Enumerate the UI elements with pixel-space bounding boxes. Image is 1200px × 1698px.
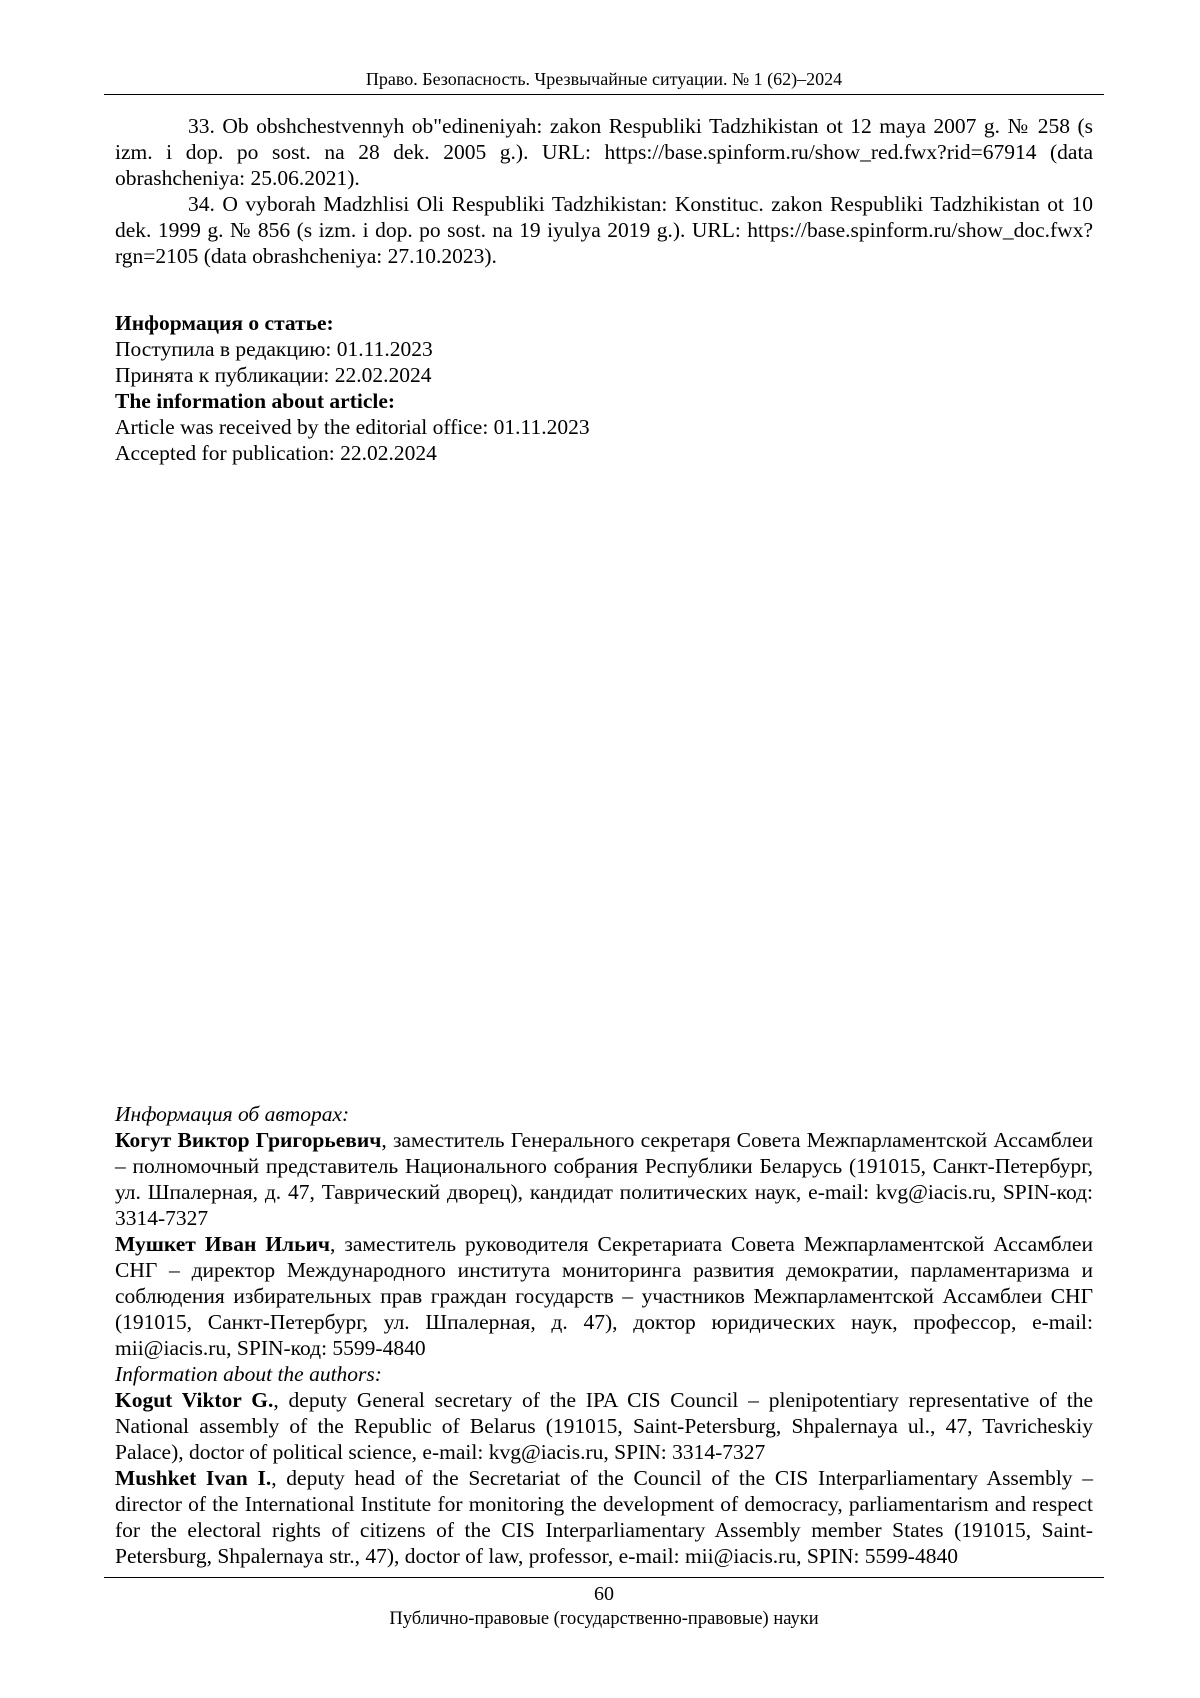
author-details: , заместитель руководителя Секретариата Совета Межпарламентской Ассамблеи СНГ – директор Международного института мониторинга развития демократии, парламентаризма и соблюдения избирательных прав граждан государств – участников Межпарламентской Ассамблеи СНГ (191015, Санкт-Петербург, ул. Шпалерная, д. 47), доктор юридических наук, профессор, e-mail: mii@iacis.ru, SPIN-код: 5599-4840 [115,1232,1093,1360]
article-info-heading-ru: Информация о статье: [115,311,334,335]
author-entry-en [115,1465,1093,1569]
author-details: , deputy head of the Secretariat of the Council of the CIS Interparliamentary Assembly – director of the International Institute for monitoring the development of democracy, parliamentarism and respect for the electoral rights of citizens of the CIS Interparliamentary Assembly member States (191015, Saint-Petersburg, Shpalernaya str., 47), doctor of law, professor, e-mail: mii@iacis.ru, SPIN: 5599-4840 [115,1466,1093,1568]
author-name: Мушкет Иван Ильич [115,1232,330,1256]
article-info-heading-en: The information about article: [115,389,396,413]
accepted-date-en: Accepted for publication: 22.02.2024 [115,441,437,465]
reference-item: 33. Ob obshchestvennyh ob"edineniyah: zakon Respubliki Tadzhikistan ot 12 maya 2007 g. № 258 (s izm. i dop. po sost. na 28 dek. 2005 g.). URL: https://base.spinform.ru/show_red.fwx?rid=67914 (data obrashcheniya: 25.06.2021). [115,114,1093,190]
article-info [115,310,1093,466]
running-footer: Публично-правовые (государственно-правовые) науки [389,1609,819,1629]
received-date-ru: Поступила в редакцию: 01.11.2023 [115,337,433,361]
author-entry-en [115,1387,1093,1465]
author-entry-ru [115,1231,1093,1361]
author-info [115,1101,1093,1569]
footer-rule [104,1577,1104,1578]
accepted-date-ru: Принята к публикации: 22.02.2024 [115,363,432,387]
page-number: 60 [594,1583,614,1605]
author-details: , заместитель Генерального секретаря Совета Межпарламентской Ассамблеи – полномочный представитель Национального собрания Республики Беларусь (191015, Санкт-Петербург, ул. Шпалерная, д. 47, Таврический дворец), кандидат политических наук, e-mail: kvg@iacis.ru, SPIN-код: 3314-7327 [115,1128,1093,1230]
header-rule [104,94,1104,95]
authors-heading-ru: Информация об авторах: [115,1102,350,1126]
author-name: Kogut Viktor G. [115,1388,274,1412]
author-details: , deputy General secretary of the IPA CIS Council – plenipotentiary representative of the National assembly of the Republic of Belarus (191015, Saint-Petersburg, Shpalernaya ul., 47, Tavricheskiy Palace), doctor of political science, e-mail: kvg@iacis.ru, SPIN: 3314-7327 [115,1388,1093,1464]
received-date-en: Article was received by the editorial office: 01.11.2023 [115,415,590,439]
author-entry-ru [115,1127,1093,1231]
author-name: Mushket Ivan I. [115,1466,272,1490]
reference-list [115,113,1093,269]
running-header: Право. Безопасность. Чрезвычайные ситуации. № 1 (62)–2024 [365,69,843,89]
reference-item: 34. O vyborah Madzhlisi Oli Respubliki Tadzhikistan: Konstituc. zakon Respubliki Tadzhikistan ot 10 dek. 1999 g. № 856 (s izm. i dop. po sost. na 19 iyulya 2019 g.). URL: https://base.spinform.ru/show_doc.fwx?rgn=2105 (data obrashcheniya: 27.10.2023). [115,192,1093,268]
authors-heading-en: Information about the authors: [115,1362,382,1386]
author-name: Когут Виктор Григорьевич [115,1128,382,1152]
